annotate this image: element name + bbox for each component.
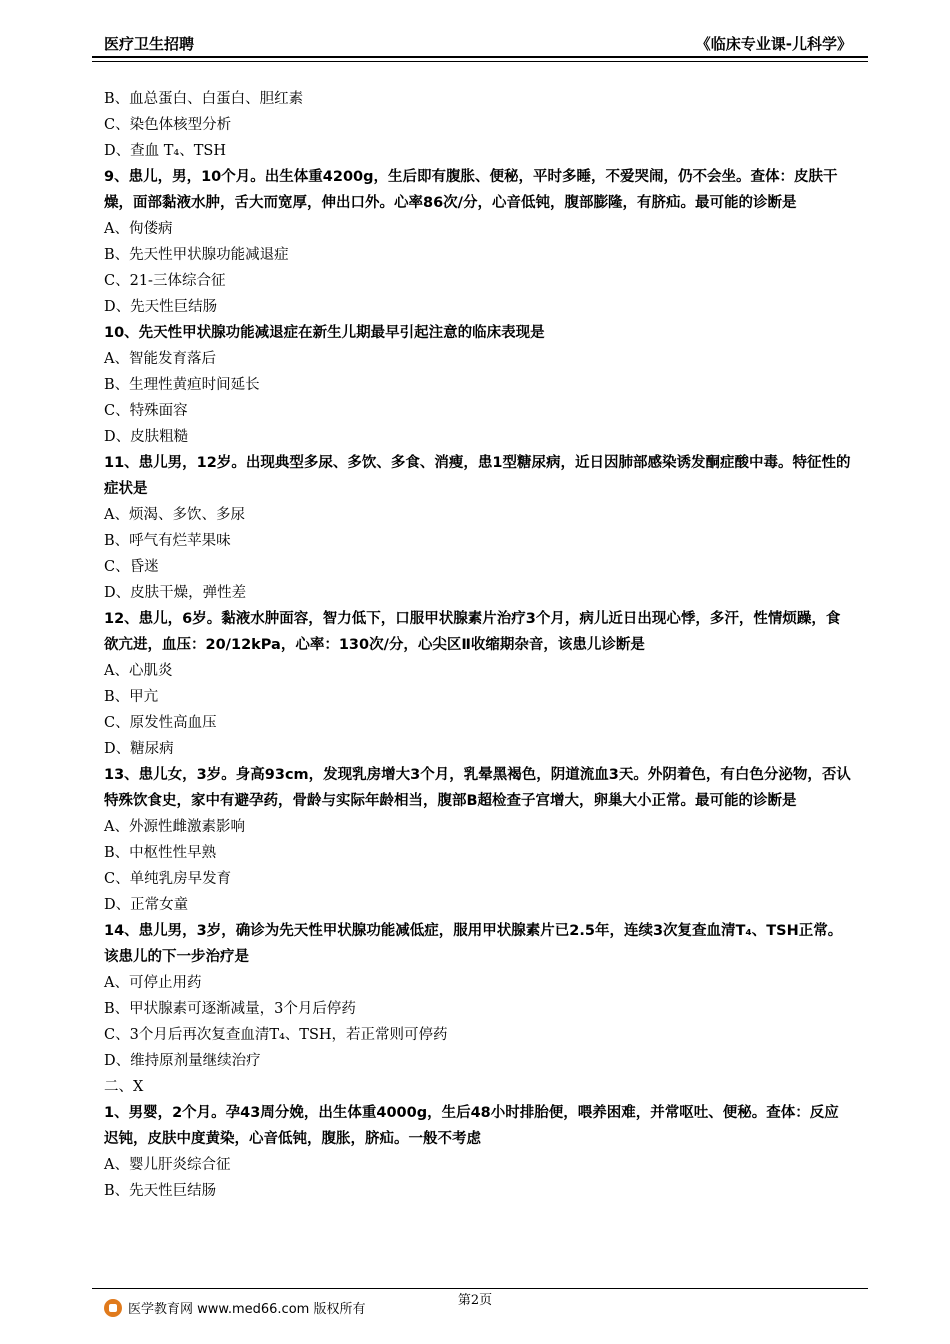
answer-option: A、佝偻病 (104, 221, 173, 237)
answer-option: C、单纯乳房早发育 (104, 871, 232, 887)
answer-option: B、甲状腺素可逐渐减量，3个月后停药 (104, 1001, 356, 1017)
answer-option: A、可停止用药 (104, 975, 202, 991)
answer-option: A、烦渴、多饮、多尿 (104, 507, 245, 523)
header-divider (92, 56, 868, 62)
question-stem: 9、患儿，男，10个月。出生体重4200g，生后即有腹胀、便秘，平时多睡，不爱哭闹，仍不会坐。查体：皮肤干燥，面部黏液水肿，舌大而宽厚，伸出口外。心率86次/分，心音低钝，腹部膨隆，有脐疝。最可能的诊断是 (104, 169, 838, 211)
answer-option: D、糖尿病 (104, 741, 174, 757)
document-body (104, 86, 852, 1204)
question-stem: 14、患儿男，3岁，确诊为先天性甲状腺功能减低症，服用甲状腺素片已2.5年，连续3次复查血清T₄、TSH正常。该患儿的下一步治疗是 (104, 923, 843, 965)
answer-option: D、维持原剂量继续治疗 (104, 1053, 261, 1069)
answer-option: D、皮肤粗糙 (104, 429, 189, 445)
answer-option: B、呼气有烂苹果味 (104, 533, 231, 549)
question-stem: 12、患儿，6岁。黏液水肿面容，智力低下，口服甲状腺素片治疗3个月，病儿近日出现心悸，多汗，性情烦躁，食欲亢进，血压：20/12kPa，心率：130次/分，心尖区Ⅱ收缩期杂音，该患儿诊断是 (104, 611, 841, 653)
answer-option: A、婴儿肝炎综合征 (104, 1157, 231, 1173)
question-stem: 10、先天性甲状腺功能减退症在新生儿期最早引起注意的临床表现是 (104, 325, 545, 341)
med66-logo-icon (104, 1299, 122, 1317)
answer-option: B、甲亢 (104, 689, 159, 705)
answer-option: C、21-三体综合征 (104, 273, 226, 289)
footer-brand-text: 医学教育网 www.med66.com 版权所有 (128, 1302, 366, 1317)
answer-option: A、心肌炎 (104, 663, 173, 679)
answer-option: B、血总蛋白、白蛋白、胆红素 (104, 91, 304, 107)
answer-option: D、皮肤干燥，弹性差 (104, 585, 247, 601)
header-title-left: 医疗卫生招聘 (104, 35, 195, 53)
answer-option: D、正常女童 (104, 897, 189, 913)
answer-option: D、查血 T₄、TSH (104, 143, 226, 159)
footer-brand (104, 1298, 365, 1317)
header-title-right: 《临床专业课-儿科学》 (695, 35, 852, 53)
answer-option: A、智能发育落后 (104, 351, 216, 367)
question-stem: 13、患儿女，3岁。身高93cm，发现乳房增大3个月，乳晕黑褐色，阴道流血3天。外阴着色，有白色分泌物，否认特殊饮食史，家中有避孕药，骨龄与实际年龄相当，腹部B超检查子宫增大，卵巢大小正常。最可能的诊断是 (104, 767, 851, 809)
answer-option: B、先天性甲状腺功能减退症 (104, 247, 289, 263)
answer-option: C、3个月后再次复查血清T₄、TSH，若正常则可停药 (104, 1027, 448, 1043)
answer-option: 二、X (104, 1079, 144, 1095)
answer-option: A、外源性雌激素影响 (104, 819, 245, 835)
answer-option: B、中枢性性早熟 (104, 845, 217, 861)
page-number: 第2页 (457, 1293, 493, 1308)
answer-option: C、昏迷 (104, 559, 159, 575)
answer-option: C、特殊面容 (104, 403, 188, 419)
answer-option: C、原发性高血压 (104, 715, 217, 731)
answer-option: C、染色体核型分析 (104, 117, 232, 133)
answer-option: B、先天性巨结肠 (104, 1183, 217, 1199)
answer-option: D、先天性巨结肠 (104, 299, 218, 315)
question-stem: 11、患儿男，12岁。出现典型多尿、多饮、多食、消瘦，患1型糖尿病，近日因肺部感染诱发酮症酸中毒。特征性的症状是 (104, 455, 851, 497)
question-stem: 1、男婴，2个月。孕43周分娩，出生体重4000g，生后48小时排胎便，喂养困难，并常呕吐、便秘。查体：反应迟钝，皮肤中度黄染，心音低钝，腹胀，脐疝。一般不考虑 (104, 1105, 839, 1147)
answer-option: B、生理性黄疸时间延长 (104, 377, 260, 393)
